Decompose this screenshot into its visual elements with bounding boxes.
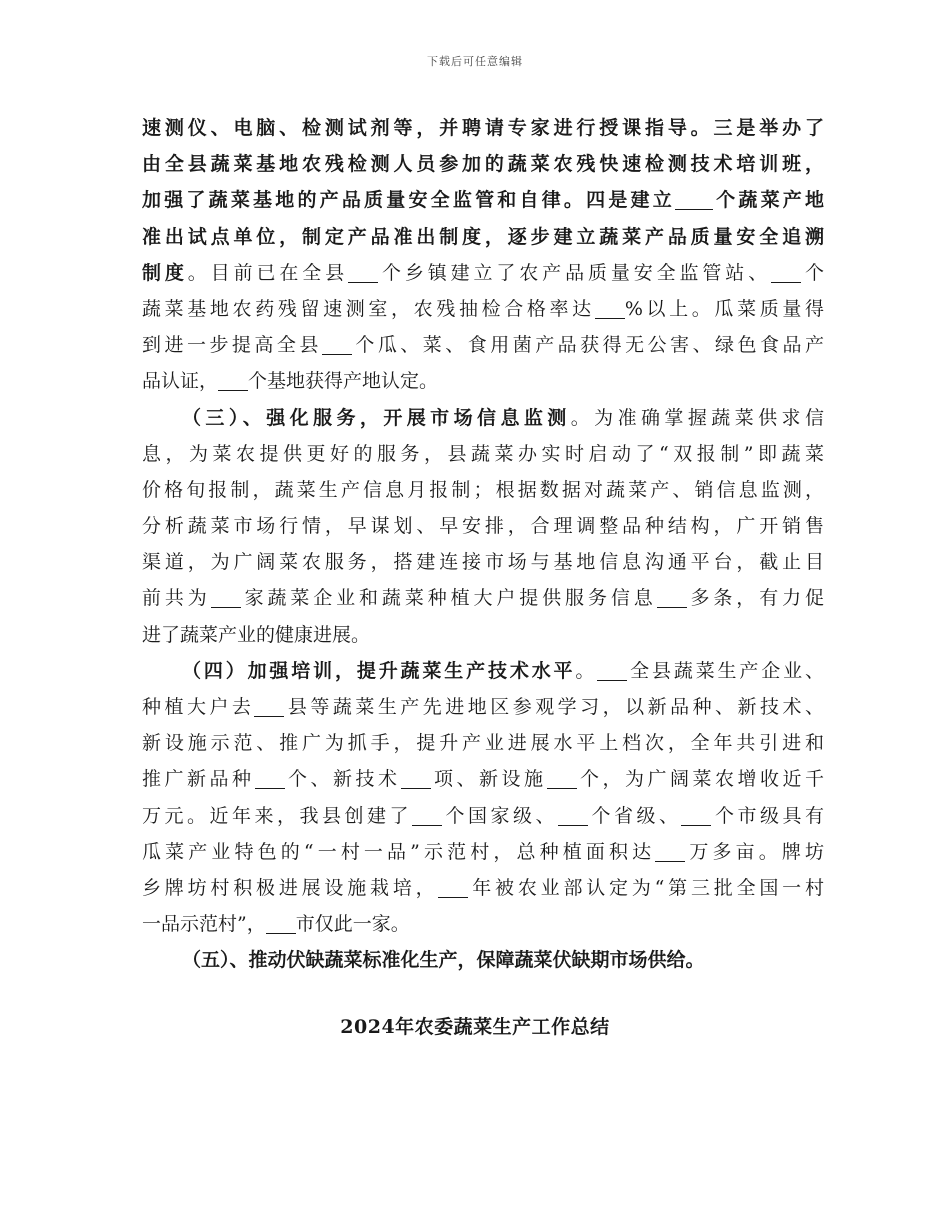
text-line <box>142 363 824 399</box>
text-run: 加强了蔬菜基地的产品质量安全监管和自律。四是建立 <box>142 189 675 212</box>
blank-underline <box>597 660 627 681</box>
text-run: 瓜菜产业特色的“一村一品”示范村，总种植面积达 <box>142 840 656 863</box>
blank-underline <box>322 334 352 355</box>
text-line <box>142 870 824 906</box>
blank-underline <box>681 805 711 826</box>
blank-underline <box>211 587 241 608</box>
text-run: 个 <box>801 261 824 284</box>
blank-underline <box>655 841 685 862</box>
text-run: 。为准确掌握蔬菜供求信 <box>570 406 824 429</box>
text-run: 推广新品种 <box>142 768 255 791</box>
text-line <box>142 653 824 689</box>
text-run: 个乡镇建立了农产品质量安全监管站、 <box>378 261 772 284</box>
blank-underline <box>558 805 588 826</box>
text-run: 价格旬报制，蔬菜生产信息月报制；根据数据对蔬菜产、销信息监测， <box>142 478 824 501</box>
document-body <box>142 110 824 979</box>
text-run: 一品示范村”， <box>142 913 266 936</box>
text-run: 个瓜、菜、食用菌产品获得无公害、绿色食品产 <box>351 334 824 357</box>
text-line <box>142 146 824 182</box>
text-run: 息，为菜农提供更好的服务，县蔬菜办实时启动了“双报制”即蔬菜 <box>142 442 824 465</box>
text-run: 个市级具有 <box>711 804 824 827</box>
text-line <box>142 291 824 327</box>
document-title: 2024年农委蔬菜生产工作总结 <box>340 1016 610 1038</box>
text-run: 分析蔬菜市场行情，早谋划、早安排，合理调整品种结构，广开销售 <box>142 515 824 538</box>
text-run: 个蔬菜产地 <box>712 189 824 212</box>
text-line <box>142 110 824 146</box>
section-heading: （四）加强培训，提升蔬菜生产技术水平 <box>182 659 576 682</box>
blank-underline <box>595 298 625 319</box>
text-run: 蔬菜基地农药残留速测室，农残抽检合格率达 <box>142 297 595 320</box>
text-run: 家蔬菜企业和蔬菜种植大户提供服务信息 <box>240 587 657 610</box>
text-line <box>142 725 824 761</box>
blank-underline <box>438 877 468 898</box>
text-run: 前共为 <box>142 587 211 610</box>
section-heading: （三）、强化服务，开展市场信息监测 <box>182 406 571 429</box>
text-run: 年被农业部认定为“第三批全国一村 <box>468 876 824 899</box>
text-line <box>142 255 824 291</box>
text-run: %以上。瓜菜质量得 <box>624 297 824 320</box>
text-run: 市仅此一家。 <box>295 913 410 936</box>
text-run: 速测仪、电脑、检测试剂等，并聘请专家进行授课指导。三是举办了 <box>142 117 824 139</box>
text-line <box>142 798 824 834</box>
blank-underline <box>266 913 296 934</box>
text-run: 乡牌坊村积极进展设施栽培， <box>142 876 439 899</box>
text-line <box>142 400 824 436</box>
blank-underline <box>401 768 431 789</box>
text-line <box>142 761 824 797</box>
blank-underline <box>254 696 284 717</box>
text-line <box>142 580 824 616</box>
page-header-note: 下载后可任意编辑 <box>427 55 523 68</box>
text-run: 个，为广阔菜农增收近千 <box>576 768 824 791</box>
text-line <box>142 544 824 580</box>
text-run: 个基地获得产地认定。 <box>248 370 439 393</box>
text-line <box>142 219 824 255</box>
text-line <box>142 508 824 544</box>
text-line <box>142 617 824 653</box>
blank-underline <box>547 768 577 789</box>
text-run: 。目前已在全县 <box>187 261 349 284</box>
blank-underline <box>657 587 687 608</box>
text-run: 品认证， <box>142 370 219 393</box>
text-run: 个、新技术 <box>284 768 401 791</box>
text-run: 进了蔬菜产业的健康进展。 <box>142 623 371 646</box>
text-run: 到进一步提高全县 <box>142 334 322 357</box>
text-run: 县等蔬菜生产先进地区参观学习，以新品种、新技术、 <box>284 696 824 718</box>
blank-underline <box>218 370 248 391</box>
text-line <box>142 942 824 978</box>
text-line <box>142 182 824 218</box>
text-run: 种植大户去 <box>142 696 255 718</box>
blank-underline <box>348 262 378 283</box>
blank-underline <box>412 805 442 826</box>
blank-underline <box>255 768 285 789</box>
text-run: 万多亩。牌坊 <box>685 840 824 863</box>
text-line <box>142 906 824 942</box>
text-run: 渠道，为广阔菜农服务，搭建连接市场与基地信息沟通平台，截止目 <box>142 551 824 574</box>
text-run: 项、新设施 <box>430 768 547 791</box>
text-line <box>142 689 824 725</box>
text-run: 个国家级、 <box>441 804 558 827</box>
text-run: 万元。近年来，我县创建了 <box>142 804 412 827</box>
text-run: 全县蔬菜生产企业、 <box>627 659 824 682</box>
text-run: 新设施示范、推广为抓手，提升产业进展水平上档次，全年共引进和 <box>142 732 824 755</box>
text-line <box>142 472 824 508</box>
text-run: 由全县蔬菜基地农残检测人员参加的蔬菜农残快速检测技术培训班， <box>142 153 824 176</box>
blank-underline <box>675 189 713 210</box>
text-run: 。 <box>575 659 598 682</box>
text-line <box>142 436 824 472</box>
text-line <box>142 834 824 870</box>
text-run: 多条，有力促 <box>686 587 824 610</box>
text-run-bold: 制度 <box>142 261 188 284</box>
blank-underline <box>771 262 801 283</box>
text-run: 准出试点单位，制定产品准出制度，逐步建立蔬菜产品质量安全追溯 <box>142 225 824 248</box>
text-run: 个省级、 <box>587 804 682 827</box>
text-line <box>142 327 824 363</box>
section-heading: （五）、推动伏缺蔬菜标准化生产，保障蔬菜伏缺期市场供给。 <box>182 949 705 972</box>
